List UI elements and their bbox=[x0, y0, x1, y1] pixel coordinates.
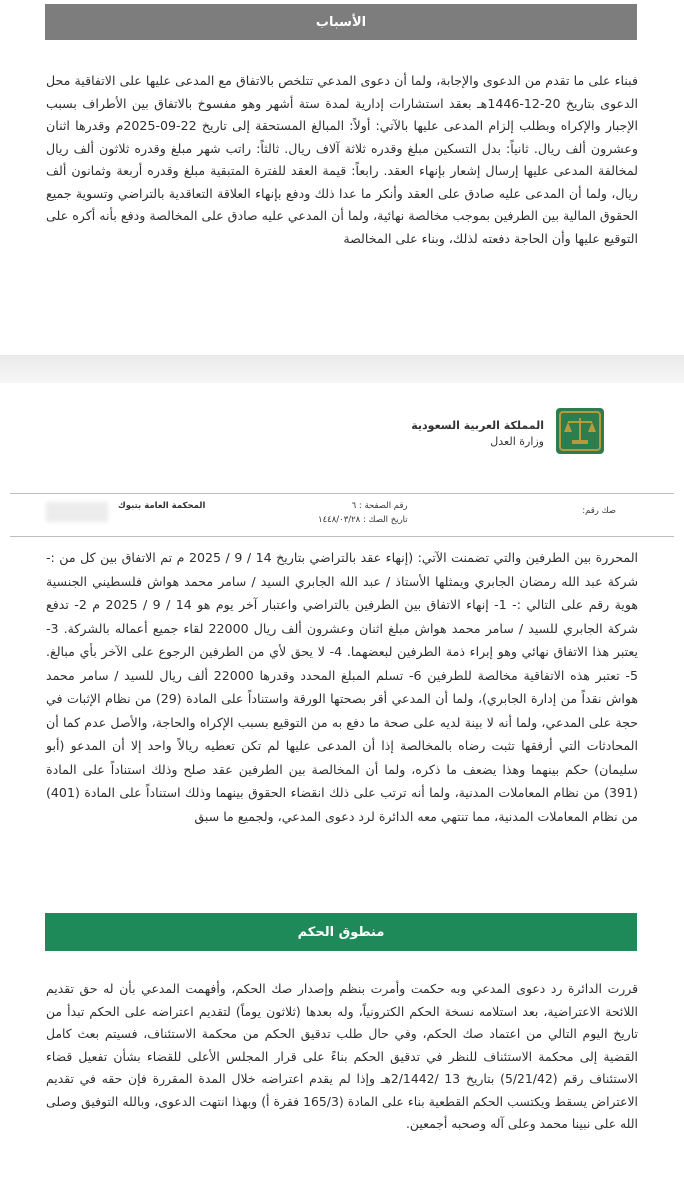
page-header bbox=[0, 390, 684, 475]
page-number: رقم الصفحة : ٦ bbox=[351, 501, 408, 511]
section-header-reasons bbox=[45, 4, 637, 40]
kingdom-name: المملكة العربية السعودية bbox=[411, 419, 544, 432]
settlement-paragraph: المحررة بين الطرفين والتي تضمنت الآتي: (إنهاء عقد بالتراضي بتاريخ 14 / 9 / 2025 م تم الاتفاق بين كل من :- شركة عبد الله رمضان الجابري ويمثلها الأستاذ / عبد الله الجابري السيد / سامر محمد هواش فلسطيني الجنسية هوية رقم على التالي :- 1- إنهاء الاتفاق بين الطرفين بالتراضي واعتبار آخر يوم هو 14 / 9 / 2025 م 2- تدفع شركة الجابري للسيد / سامر محمد هواش مبلغ اثنان وعشرون ألف ريال 22000 لقاء جميع أعماله بالشركة. 3- يعتبر هذا الاتفاق نهائي وهو إبراء ذمة الطرفين لبعضهما. 4- لا يحق لأي من الطرفين الرجوع على الآخر بأي مبالغ. 5- تعتبر هذه الاتفاقية مخالصة للطرفين 6- تسلم المبلغ المحدد وقدرها 22000 ألف ريال للسيد / سامر محمد هواش نقداً من إدارة الجابري)، ولما أن المدعي أقر بصحتها الورقة واستناداً على المادة (29) من نظام الإثبات في حجة على المدعي، ولما أنه لا بينة لديه على صحة ما دفع به من التوقيع بسبب الإكراه والحاجة، والأصل عدم كما أن المحادثات التي أرفقها تثبت رضاه بالمخالصة إذا أن المدعى عليها لم تكن تعطيه ريالاً واحد إلا أن المدعو (أبو سليمان) حكم بينهما وهذا يضعف ما ذكره، ولما أن المخالصة بين الطرفين عقد صلح وذلك استناداً على المادة (391) من نظام المعاملات المدنية، ولما أنه ترتب على ذلك انقضاء الحقوق بينهما وذلك استناداً على المادة (401) من نظام المعاملات المدنية، مما تنتهي معه الدائرة لرد دعوى المدعي، ولجميع ما سبق bbox=[46, 550, 639, 824]
deed-number-label: صك رقم: bbox=[582, 506, 616, 516]
document-info-bar bbox=[10, 493, 674, 537]
ministry-of-justice-emblem-icon bbox=[550, 402, 610, 460]
reasons-paragraph: فبناء على ما تقدم من الدعوى والإجابة، ولما أن دعوى المدعي تتلخص بالاتفاق مع المدعى عليها على الاتفاقية محل الدعوى بتاريخ 20-12-1446هـ بعقد استشارات إدارية لمدة ستة أشهر وهو مفسوخ بالاتفاق بين الأطراف بسبب الإجبار والإكراه وبطلب إلزام المدعى عليها بالآتي: أولاً: المبالغ المستحقة إلى تاريخ 22-09-2025م وقدرها اثنان وعشرون ألف ريال. ثانياً: بدل التسكين مبلغ وقدره ثلاثة آلاف ريال. ثالثاً: راتب شهر مبلغ وقدره ثلاثون ألف ريال لمخالفة المدعى عليها إرسال إشعار بإنهاء العقد. رابعاً: قيمة العقد للفترة المتبقية مبلغ وقدره أربعة وثمانون ألف ريال، ولما أن المدعى عليه صادق على العقد وأنكر ما عدا ذلك ودفع بإنهاء العلاقة التعاقدية بالتراضي وتسوية جميع الحقوق المالية بين الطرفين بموجب مخالصة نهائية، ولما أن المدعي عليه صادق على المخالصة ودفع بأنه أكره على التوقيع عليها وأن الحاجة دفعته لذلك، وبناء على المخالصة bbox=[46, 73, 639, 246]
redacted-field bbox=[46, 502, 108, 522]
verdict-paragraph: قررت الدائرة رد دعوى المدعي وبه حكمت وأمرت بنظم وإصدار صك الحكم، وأفهمت المدعي بأن له حق تقديم اللائحة الاعتراضية، بعد استلامه نسخة الحكم الكترونياً، وله بعدها (ثلاثون يوماً) لتقديم اعتراضه على الحكم تبدأ من تاريخ اليوم التالي من اعتماد صك الحكم، وفي حال طلب تدقيق الحكم من محكمة الاستئناف، فسيتم بعث كامل القضية إلى محكمة الاستئناف للنظر في تدقيق الحكم بناءً على قرار المجلس الأعلى للقضاء بشأن تفعيل قضاء الاستئناف رقم (5/21/42) بتاريخ 13 /2/1442هـ وإذا لم يقدم اعتراضه خلال المدة المقررة فإن حقه في تقديم الاعتراض يسقط ويكتسب الحكم القطعية بناء على المادة (165/3 فقرة أ) وبهذا انتهت الدعوى، وبالله التوفيق وصلى الله على نبينا محمد وعلى آله وصحبه أجمعين. bbox=[46, 981, 639, 1131]
page-separator bbox=[0, 355, 684, 383]
section-title: منطوق الحكم bbox=[297, 924, 385, 940]
ministry-name: وزارة العدل bbox=[490, 435, 544, 448]
deed-date: تاريخ الصك : ١٤٤٨/٠٣/٢٨ bbox=[318, 515, 408, 525]
court-name: المحكمة العامة بتبوك bbox=[118, 501, 206, 511]
section-header-verdict bbox=[45, 913, 637, 951]
section-title: الأسباب bbox=[315, 14, 367, 30]
page-info bbox=[318, 499, 408, 527]
ministry-heading bbox=[411, 418, 544, 450]
